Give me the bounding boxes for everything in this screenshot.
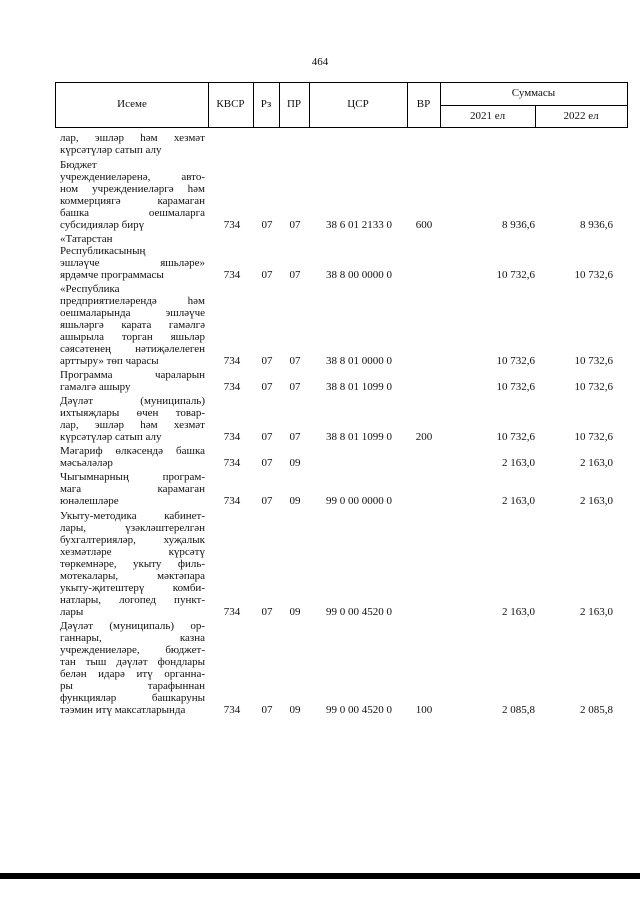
row-description-line: Бюджет xyxy=(60,159,97,171)
row-description-line: ихтыяҗлары өчен товар- xyxy=(60,407,205,419)
header-divider xyxy=(440,105,627,106)
row-description-line: предприятиеләрендә һәм xyxy=(60,295,205,307)
cell-y2021: 10 732,6 xyxy=(496,381,535,393)
row-description-line: лар, эшләр һәм хезмәт xyxy=(60,419,205,431)
row-description-line: ганнары, казна xyxy=(60,632,205,644)
cell-kvsr: 734 xyxy=(223,269,241,281)
cell-pr: 07 xyxy=(289,381,301,393)
cell-y2022: 2 163,0 xyxy=(580,495,613,507)
cell-y2022: 10 732,6 xyxy=(574,355,613,367)
cell-y2021: 8 936,6 xyxy=(502,219,535,231)
row-description xyxy=(60,510,205,618)
row-description-line: Укыту-методика кабинет- xyxy=(60,510,205,522)
cell-y2021: 2 163,0 xyxy=(502,457,535,469)
cell-pr: 09 xyxy=(289,704,301,716)
row-description-line: бухгалтерияләр, хуҗалык xyxy=(60,534,205,546)
row-description-line: күрсәтүләр сатып алу xyxy=(60,144,162,156)
cell-csr: 38 8 00 0000 0 xyxy=(326,269,392,281)
row-description xyxy=(60,395,205,443)
row-description-line: натлары, логопед пункт- xyxy=(60,594,205,606)
cell-y2022: 2 085,8 xyxy=(580,704,613,716)
row-description-line: лары, үзәкләштерелгән xyxy=(60,522,205,534)
cell-y2021: 2 163,0 xyxy=(502,606,535,618)
cell-y2021: 10 732,6 xyxy=(496,269,535,281)
cell-kvsr: 734 xyxy=(223,495,241,507)
cell-pr: 09 xyxy=(289,606,301,618)
cell-kvsr: 734 xyxy=(223,457,241,469)
cell-rz: 07 xyxy=(261,704,273,716)
header-csr: ЦСР xyxy=(347,98,369,110)
row-description-line: яшьләргә карата гамәлгә xyxy=(60,319,205,331)
row-description xyxy=(60,369,205,393)
row-description-line: лары xyxy=(60,606,84,618)
header-2021: 2021 ел xyxy=(469,110,506,122)
row-description-line: ашырыла торган яшьләр xyxy=(60,331,205,343)
cell-rz: 07 xyxy=(261,495,273,507)
row-description-line: тәэмин итү максатларында xyxy=(60,704,186,716)
row-description-line: башка оешмаларга xyxy=(60,207,205,219)
cell-pr: 07 xyxy=(289,355,301,367)
row-description-line: «Татарстан xyxy=(60,233,113,245)
header-2022: 2022 ел xyxy=(563,110,599,122)
row-description-line: сәясәтенең нәтиҗәлелеген xyxy=(60,343,205,355)
cell-rz: 07 xyxy=(261,269,273,281)
cell-csr: 99 0 00 0000 0 xyxy=(326,495,392,507)
cell-pr: 07 xyxy=(289,431,301,443)
row-description xyxy=(60,471,205,507)
cell-y2021: 10 732,6 xyxy=(496,355,535,367)
row-description-line: ярдәмче программасы xyxy=(60,269,164,281)
cell-y2022: 10 732,6 xyxy=(574,381,613,393)
cell-kvsr: 734 xyxy=(223,355,241,367)
cell-kvsr: 734 xyxy=(223,219,241,231)
cell-csr: 38 8 01 0000 0 xyxy=(326,355,392,367)
header-sums: Суммасы xyxy=(511,87,556,99)
row-description-line: төркемнәре, укыту филь- xyxy=(60,558,205,570)
cell-y2022: 10 732,6 xyxy=(574,269,613,281)
header-name: Исеме xyxy=(117,98,147,110)
cell-vr: 200 xyxy=(415,431,433,443)
row-description-line: мотекалары, мәктәпара xyxy=(60,570,205,582)
cell-y2022: 8 936,6 xyxy=(580,219,613,231)
row-description-line: күрсәтүләр сатып алу xyxy=(60,431,162,443)
cell-csr: 99 0 00 4520 0 xyxy=(326,606,392,618)
table-header xyxy=(55,82,628,128)
row-description-line: «Республика xyxy=(60,283,120,295)
row-description xyxy=(60,445,205,469)
cell-rz: 07 xyxy=(261,431,273,443)
row-description xyxy=(60,132,205,156)
row-description xyxy=(60,283,205,367)
row-description-line: белән идарә итү органна- xyxy=(60,668,205,680)
cell-csr: 38 8 01 1099 0 xyxy=(326,431,392,443)
row-description-line: тан тыш дәүләт фондлары xyxy=(60,656,205,668)
header-pr: ПР xyxy=(286,98,302,110)
row-description-line: гамәлгә ашыру xyxy=(60,381,131,393)
scan-edge-bar xyxy=(0,873,640,879)
cell-kvsr: 734 xyxy=(223,606,241,618)
cell-y2021: 2 163,0 xyxy=(502,495,535,507)
row-description-line: мәсьәләләр xyxy=(60,457,113,469)
cell-rz: 07 xyxy=(261,219,273,231)
row-description-line: арттыру» төп чарасы xyxy=(60,355,159,367)
cell-pr: 07 xyxy=(289,269,301,281)
cell-vr: 100 xyxy=(415,704,433,716)
row-description-line: хезмәтләре күрсәтү xyxy=(60,546,205,558)
cell-y2021: 10 732,6 xyxy=(496,431,535,443)
cell-rz: 07 xyxy=(261,381,273,393)
row-description-line: Дәүләт (муниципаль) xyxy=(60,395,205,407)
row-description-line: Мәгариф өлкәсендә башка xyxy=(60,445,205,457)
row-description-line: оешмаларында эшләүче xyxy=(60,307,205,319)
header-kvsr: КВСР xyxy=(216,98,245,110)
row-description-line: учреждениеләре, бюджет- xyxy=(60,644,205,656)
cell-kvsr: 734 xyxy=(223,704,241,716)
row-description-line: юнәлешләре xyxy=(60,495,119,507)
cell-kvsr: 734 xyxy=(223,431,241,443)
cell-csr: 99 0 00 4520 0 xyxy=(326,704,392,716)
cell-y2022: 10 732,6 xyxy=(574,431,613,443)
cell-y2022: 2 163,0 xyxy=(580,606,613,618)
cell-pr: 07 xyxy=(289,219,301,231)
cell-y2022: 2 163,0 xyxy=(580,457,613,469)
row-description-line: мага карамаган xyxy=(60,483,205,495)
cell-pr: 09 xyxy=(289,457,301,469)
cell-rz: 07 xyxy=(261,457,273,469)
row-description-line: Дәүләт (муниципаль) ор- xyxy=(60,620,205,632)
row-description-line: субсидияләр бирү xyxy=(60,219,145,231)
header-rz: Рз xyxy=(260,98,272,110)
row-description-line: Чыгымнарның програм- xyxy=(60,471,205,483)
cell-y2021: 2 085,8 xyxy=(502,704,535,716)
cell-rz: 07 xyxy=(261,606,273,618)
row-description-line: ры тарафыннан xyxy=(60,680,205,692)
row-description-line: Республикасының xyxy=(60,245,146,257)
row-description-line: лар, эшләр һәм хезмәт xyxy=(60,132,205,144)
cell-kvsr: 734 xyxy=(223,381,241,393)
header-vr: ВР xyxy=(416,98,431,110)
row-description-line: коммерциягә карамаган xyxy=(60,195,205,207)
row-description-line: эшләүче яшьләре» xyxy=(60,257,205,269)
row-description xyxy=(60,620,205,716)
row-description-line: Программа чараларын xyxy=(60,369,205,381)
cell-csr: 38 8 01 1099 0 xyxy=(326,381,392,393)
row-description-line: учреждениеләренә, авто- xyxy=(60,171,205,183)
page-number: 464 xyxy=(311,56,329,68)
row-description-line: функцияләр башкаруны xyxy=(60,692,205,704)
cell-rz: 07 xyxy=(261,355,273,367)
row-description-line: ном учреждениеләргә һәм xyxy=(60,183,205,195)
row-description xyxy=(60,159,205,231)
cell-csr: 38 6 01 2133 0 xyxy=(326,219,392,231)
cell-pr: 09 xyxy=(289,495,301,507)
cell-vr: 600 xyxy=(415,219,433,231)
row-description xyxy=(60,233,205,281)
row-description-line: укыту-җитештерү комби- xyxy=(60,582,205,594)
